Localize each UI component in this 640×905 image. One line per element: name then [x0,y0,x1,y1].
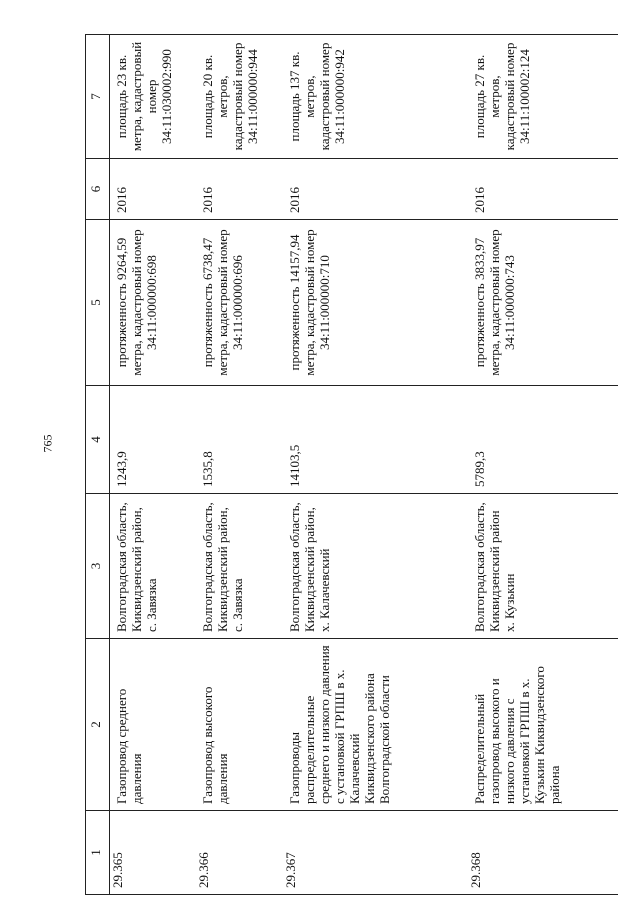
object-length: протяженность 6738,47 метра, кадастровый номер 34:11:000000:696 [196,220,283,386]
object-address: Волгоградская область, Киквидзенский район х. Кузькин [468,494,618,639]
object-area: площадь 23 кв. метра, кадастровый номер 34:11:030002:990 [110,35,196,159]
object-year: 2016 [283,159,468,220]
object-value: 5789,3 [468,386,618,494]
row-number: 29.365 [110,811,196,895]
table-row [283,35,468,895]
object-address: Волгоградская область, Киквидзенский район, с. Завязка [110,494,196,639]
object-year: 2016 [468,159,618,220]
object-value: 1535,8 [196,386,283,494]
object-name: Газопровод среднего давления [110,639,196,811]
row-number: 29.366 [196,811,283,895]
column-number: 1 [86,811,110,895]
object-length: протяженность 14157,94 метра, кадастровый номер 34:11:000000:710 [283,220,468,386]
table-row [468,35,618,895]
column-number: 6 [86,159,110,220]
column-number: 2 [86,639,110,811]
column-number: 3 [86,494,110,639]
object-year: 2016 [196,159,283,220]
object-area: площадь 137 кв. метров, кадастровый номер 34:11:000000:942 [283,35,468,159]
object-address: Волгоградская область, Киквидзенский район, х. Калачевский [283,494,468,639]
column-number: 7 [86,35,110,159]
object-area: площадь 27 кв. метров, кадастровый номер 34:11:100002:124 [468,35,618,159]
column-number-row [86,35,110,895]
object-area: площадь 20 кв. метров, кадастровый номер 34:11:000000:944 [196,35,283,159]
object-value: 1243,9 [110,386,196,494]
object-name: Газопровод высокого давления [196,639,283,811]
column-number: 4 [86,386,110,494]
object-value: 14103,5 [283,386,468,494]
page-number: 765 [40,434,55,453]
object-address: Волгоградская область, Киквидзенский район, с. Завязка [196,494,283,639]
table-row [110,35,196,895]
object-length: протяженность 3833,97 метра, кадастровый номер 34:11:000000:743 [468,220,618,386]
registry-table [85,34,618,895]
registry-table-rotated [85,35,625,895]
table-row [196,35,283,895]
object-length: протяженность 9264,59 метра, кадастровый номер 34:11:000000:698 [110,220,196,386]
column-number: 5 [86,220,110,386]
object-year: 2016 [110,159,196,220]
object-name: Газопроводы распределительные среднего и низкого давления с установкой ГРПШ в х. Калачевский Киквидзенского района Волгоградской области [283,639,468,811]
object-name: Распределительный газопровод высокого и низкого давления с установкой ГРПШ в х. Кузькин Киквидзенского района [468,639,618,811]
row-number: 29.368 [468,811,618,895]
row-number: 29.367 [283,811,468,895]
